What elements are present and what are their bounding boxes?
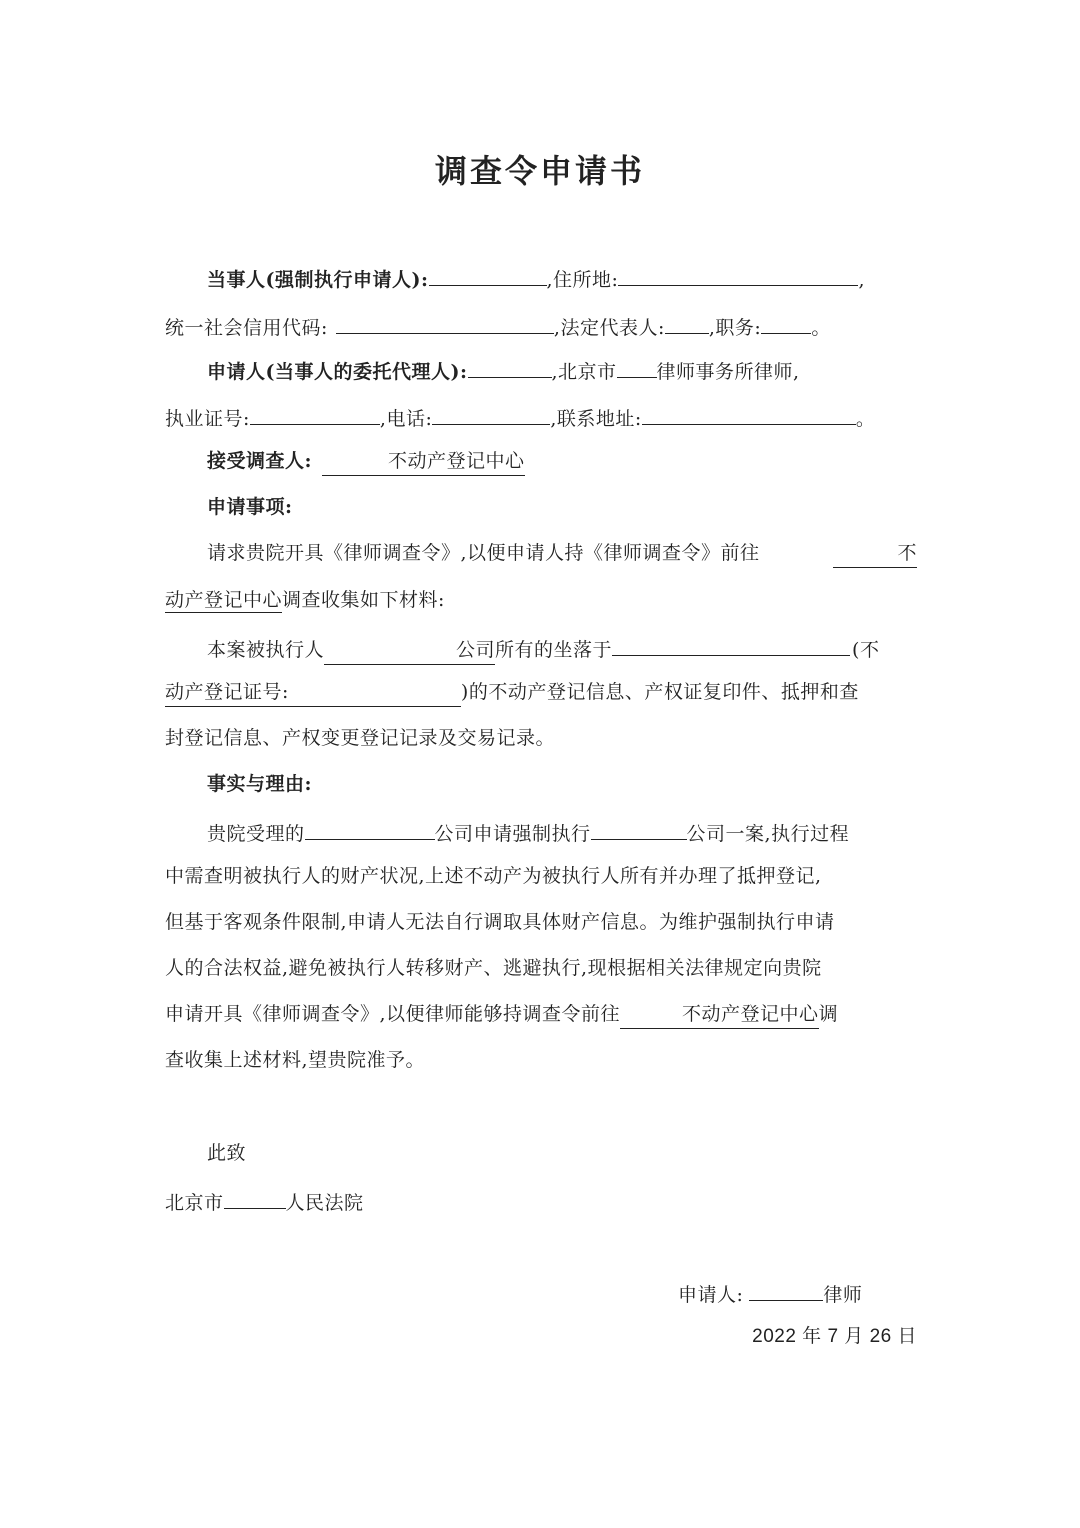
period-2: 。 (855, 408, 876, 430)
request-line-2 (165, 587, 917, 613)
date: 2022 年 7 月 26 日 (752, 1326, 917, 1347)
license-label: 执业证号: (165, 408, 250, 430)
residence-label: ,住所地: (546, 269, 619, 291)
party-name-blank (429, 263, 547, 286)
phone-blank (432, 402, 550, 425)
address-label: ,联系地址: (550, 408, 642, 430)
investigated-value: 不动产登记中心 (322, 448, 525, 476)
request-text: 请求贵院开具《律师调查令》,以便申请人持《律师调查令》前往 (207, 542, 760, 564)
party-line (207, 263, 917, 293)
law-firm-lawyer: 律师事务所律师, (656, 361, 800, 383)
court-prefix: 北京市 (165, 1192, 224, 1214)
facts-line-3: 但基于客观条件限制,申请人无法自行调取具体财产信息。为维护强制执行申请 (165, 911, 835, 933)
license-blank (250, 402, 380, 425)
residence-blank (618, 263, 858, 286)
trailing-comma: , (858, 269, 865, 291)
salutation: 此致 (207, 1142, 247, 1164)
investigated-line (207, 448, 917, 476)
credit-code-line (165, 311, 917, 341)
paren-open: (不 (852, 639, 880, 661)
court-suffix: 人民法院 (285, 1192, 364, 1214)
materials-text: )的不动产登记信息、产权证复印件、抵押和查 (460, 681, 859, 703)
request-line (207, 540, 917, 568)
law-firm-blank (617, 355, 657, 378)
party-label: 当事人(强制执行申请人): (207, 269, 429, 291)
position-blank (761, 311, 811, 334)
facts-p1-c: 公司一案,执行过程 (686, 823, 850, 845)
credit-code-label: 统一社会信用代码: (165, 317, 328, 339)
signature-line (678, 1278, 918, 1308)
facts-line-1 (207, 817, 917, 847)
court-line (165, 1186, 917, 1216)
document-title: 调查令申请书 (434, 152, 645, 190)
request-tail: 调查收集如下材料: (282, 589, 445, 611)
credit-code-blank (336, 311, 554, 334)
applicant-company-blank (305, 817, 435, 840)
investigated-label: 接受调查人: (207, 450, 313, 472)
facts-line-5 (165, 1001, 917, 1029)
cert-line (165, 679, 917, 707)
phone-label: ,电话: (379, 408, 433, 430)
position-label: ,职务: (708, 317, 762, 339)
legal-rep-blank (665, 311, 709, 334)
period: 。 (811, 317, 831, 339)
facts-line5-b: 调 (818, 1003, 839, 1025)
address-blank (642, 402, 856, 425)
located-text: 所有的坐落于 (495, 639, 613, 661)
request-target-2: 动产登记中心 (165, 589, 283, 611)
materials-line-2: 封登记信息、产权变更登记记录及交易记录。 (165, 727, 556, 749)
facts-p1-a: 贵院受理的 (207, 823, 305, 845)
facts-heading: 事实与理由: (207, 773, 313, 795)
facts-p1-b: 公司申请强制执行 (434, 823, 591, 845)
court-blank (224, 1186, 286, 1209)
beijing-city: ,北京市 (551, 361, 617, 383)
facts-line-4: 人的合法权益,避免被执行人转移财产、逃避执行,现根据相关法律规定向贵院 (165, 957, 822, 979)
case-prefix: 本案被执行人 (207, 639, 325, 661)
request-target-1: 不 (833, 540, 917, 568)
facts-line-2: 中需查明被执行人的财产状况,上述不动产为被执行人所有并办理了抵押登记, (165, 865, 822, 887)
applicant-label: 申请人(当事人的委托代理人): (207, 361, 468, 383)
matters-heading: 申请事项: (207, 496, 293, 518)
signature-blank (749, 1278, 823, 1301)
applicant-line (207, 355, 917, 385)
cert-label: 动产登记证号: (165, 679, 461, 707)
facts-line5-target: 不动产登记中心 (620, 1001, 819, 1029)
license-line (165, 402, 917, 432)
case-line (207, 633, 917, 665)
signature-label: 申请人: (678, 1284, 744, 1306)
legal-rep-label: ,法定代表人: (553, 317, 665, 339)
location-blank (612, 633, 850, 656)
executed-company: 公司 (324, 637, 495, 665)
facts-line-6: 查收集上述材料,望贵院准予。 (165, 1049, 426, 1071)
facts-line5-a: 申请开具《律师调查令》,以便律师能够持调查令前往 (165, 1003, 621, 1025)
signature-suffix: 律师 (823, 1284, 863, 1306)
executed-company-blank (591, 817, 687, 840)
applicant-blank (468, 355, 552, 378)
